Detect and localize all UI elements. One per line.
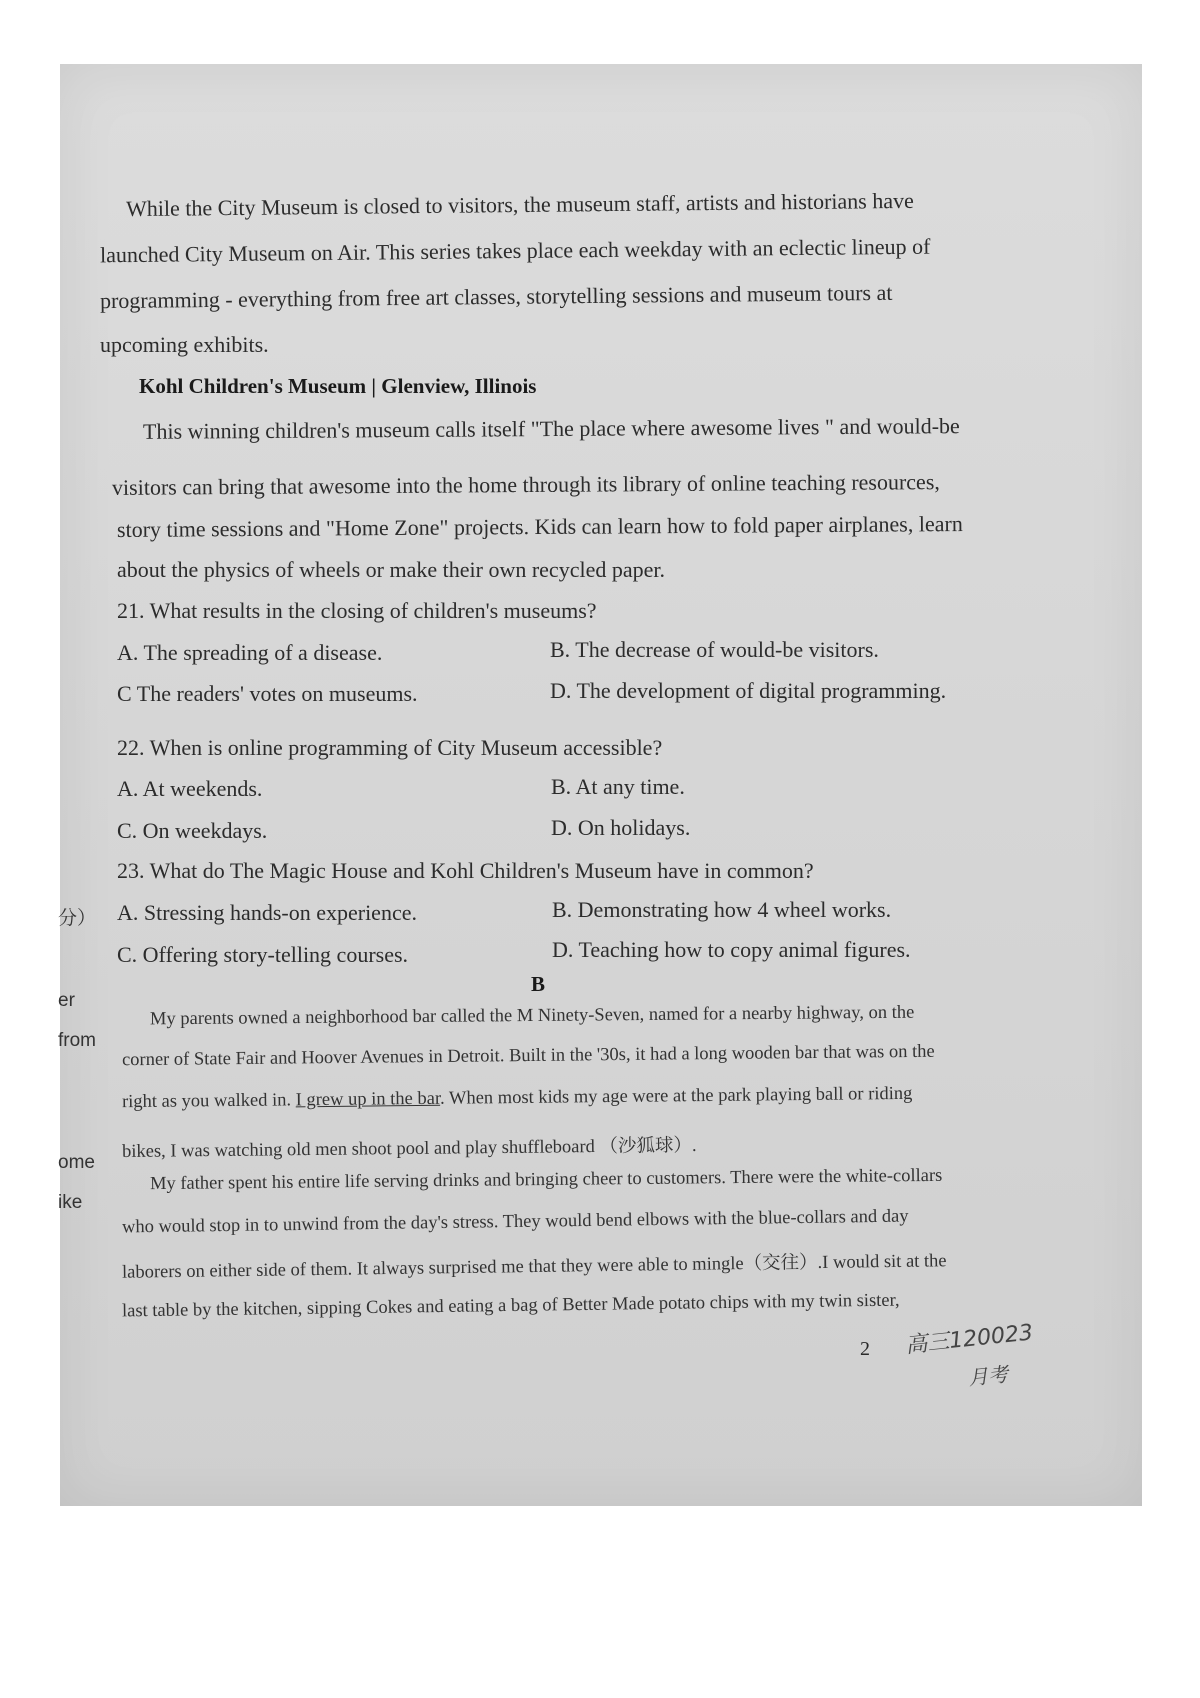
section-letter: B (531, 972, 546, 996)
passage-b-line: My father spent his entire life serving drinks and bringing cheer to customers. There were the white-collars (149, 1165, 943, 1195)
answer-option: A. At weekends. (117, 776, 263, 801)
underlined-phrase: I grew up in the bar (295, 1088, 441, 1111)
passage-b-text: right as you walked in. (121, 1090, 296, 1113)
answer-option: C The readers' votes on museums. (117, 681, 418, 706)
question-stem: 23. What do The Magic House and Kohl Children's Museum have in common? (117, 858, 814, 883)
passage-b-line: My parents owned a neighborhood bar called the M Ninety-Seven, named for a nearby highway, on the (149, 1002, 915, 1030)
page-number: 2 (860, 1338, 870, 1360)
answer-option: A. Stressing hands-on experience. (117, 900, 417, 925)
passage-b-line: who would stop in to unwind from the day's stress. They would bend elbows with the blue-collars and day (121, 1206, 909, 1238)
handwritten-note: 高三120023 (904, 1320, 1035, 1359)
passage-a-line: story time sessions and "Home Zone" projects. Kids can learn how to fold paper airplanes, learn (116, 511, 963, 542)
answer-option: D. Teaching how to copy animal figures. (552, 937, 911, 962)
margin-fragment: from (58, 1030, 96, 1051)
answer-option: B. At any time. (551, 774, 685, 799)
answer-option: D. The development of digital programming. (550, 678, 947, 703)
passage-a-line: programming - everything from free art classes, storytelling sessions and museum tours at (99, 279, 893, 314)
section-heading: Kohl Children's Museum | Glenview, Illinois (139, 374, 537, 398)
answer-option: B. The decrease of would-be visitors. (550, 637, 879, 662)
answer-option: B. Demonstrating how 4 wheel works. (552, 897, 892, 922)
passage-b-line: corner of State Fair and Hoover Avenues in Detroit. Built in the '30s, it had a long wooden bar that was on the (121, 1041, 935, 1071)
answer-option: D. On holidays. (551, 815, 691, 840)
question-stem: 22. When is online programming of City Museum accessible? (117, 735, 663, 760)
margin-fragment: ome (58, 1152, 95, 1173)
answer-option: C. On weekdays. (117, 818, 268, 843)
answer-option: C. Offering story-telling courses. (117, 942, 409, 967)
passage-a-line: visitors can bring that awesome into the home through its library of online teaching resources, (111, 469, 940, 500)
margin-fragment: ike (58, 1192, 83, 1213)
handwritten-note: 月考 (967, 1361, 1010, 1391)
passage-b-line: laborers on either side of them. It always surprised me that they were able to mingle（交往）.I would sit at the (121, 1251, 947, 1283)
passage-a-line: about the physics of wheels or make their own recycled paper. (117, 557, 665, 582)
answer-option: A. The spreading of a disease. (117, 640, 383, 665)
passage-a-line: This winning children's museum calls itself "The place where awesome lives " and would-be (142, 413, 960, 444)
passage-a-line: While the City Museum is closed to visitors, the museum staff, artists and historians have (125, 187, 914, 222)
margin-fragment: er (58, 990, 75, 1011)
question-stem: 21. What results in the closing of children's museums? (117, 598, 597, 623)
passage-a-line: upcoming exhibits. (100, 332, 269, 357)
margin-fragment: 分） (58, 908, 97, 929)
passage-b-text: . When most kids my age were at the park playing ball or riding (439, 1083, 913, 1109)
passage-b-line: last table by the kitchen, sipping Cokes and eating a bag of Better Made potato chips with my twin sister, (121, 1290, 900, 1322)
passage-a-line: launched City Museum on Air. This series takes place each weekday with an eclectic lineup of (99, 233, 931, 268)
passage-b-line: bikes, I was watching old men shoot pool and play shuffleboard （沙狐球）. (121, 1135, 697, 1163)
